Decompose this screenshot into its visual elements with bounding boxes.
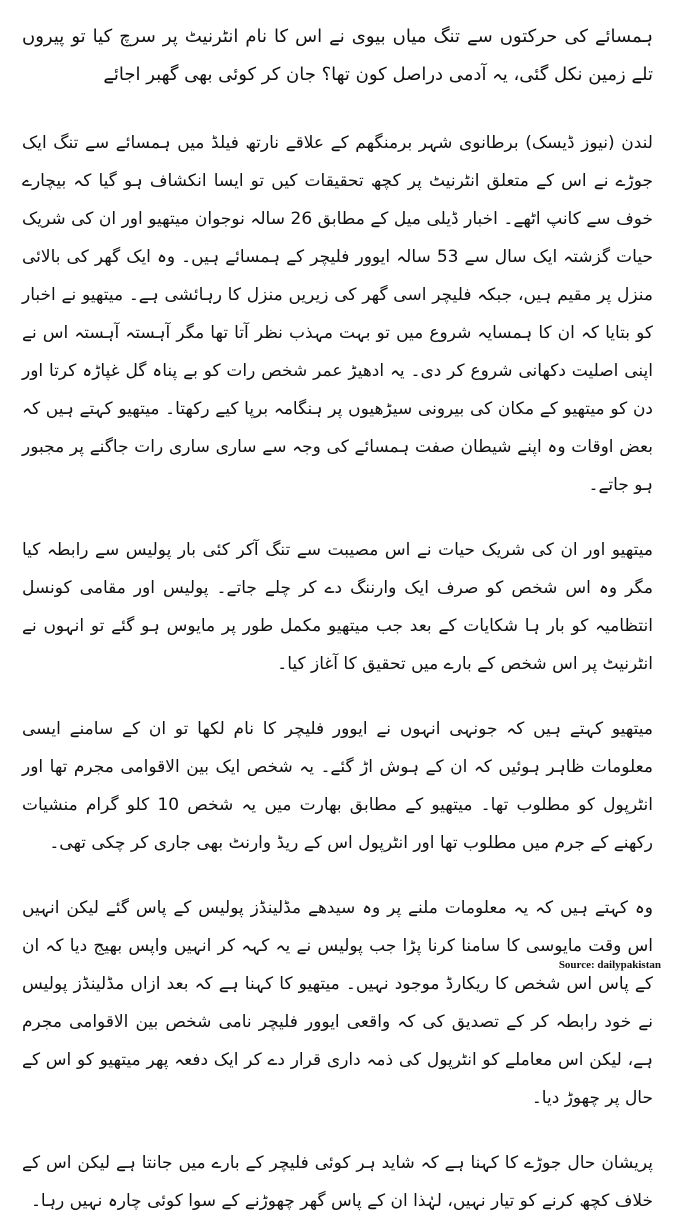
article-paragraph: میتھیو کہتے ہیں کہ جونہی انہوں نے ایوور فلیچر کا نام لکھا تو ان کے سامنے ایسی معلومات ظاہر ہوئیں کہ ان کے ہوش اڑ گئے۔ یہ شخص ایک بین الاقوامی مجرم تھا اور انٹرپول کو مطلوب تھا۔ میتھیو کے مطابق بھارت میں یہ شخص 10 کلو گرام منشیات رکھنے کے جرم میں مطلوب تھا اور انٹرپول اس کے ریڈ وارنٹ بھی جاری کر چکی تھی۔ xyxy=(22,719,653,853)
article-headline: ہمسائے کی حرکتوں سے تنگ میاں بیوی نے اس کا نام انٹرنیٹ پر سرچ کیا تو پیروں تلے زمین نکل گئی، یہ آدمی دراصل کون تھا؟ جان کر کوئی بھی گھبر اجائے xyxy=(22,26,653,85)
article-paragraph: پریشان حال جوڑے کا کہنا ہے کہ شاید ہر کوئی فلیچر کے بارے میں جانتا ہے لیکن اس کے خلاف کچھ کرنے کو تیار نہیں، لہٰذا ان کے پاس گھر چھوڑنے کے سوا کوئی چارہ نہیں رہا۔ xyxy=(22,1153,653,1211)
article-paragraph: لندن (نیوز ڈیسک) برطانوی شہر برمنگھم کے علاقے نارتھ فیلڈ میں ہمسائے سے تنگ ایک جوڑے نے اس کے متعلق انٹرنیٹ پر کچھ تحقیقات کیں تو ایسا انکشاف ہو گیا کہ بیچارے خوف سے کانپ اٹھے۔ اخبار ڈیلی میل کے مطابق 26 سالہ نوجوان میتھیو اور ان کی شریک حیات گزشتہ ایک سال سے 53 سالہ ایوور فلیچر کے ہمسائے ہیں۔ وہ ایک گھر کی بالائی منزل پر مقیم ہیں، جبکہ فلیچر اسی گھر کی زیریں منزل کا رہائشی ہے۔ میتھیو نے اخبار کو بتایا کہ ان کا ہمسایہ شروع میں تو بہت مہذب نظر آتا تھا مگر آہستہ آہستہ اس نے اپنی اصلیت دکھانی شروع کر دی۔ یہ ادھیڑ عمر شخص رات کو بے پناہ گل غپاڑہ کرتا اور دن کو میتھیو کے مکان کی بیرونی سیڑھیوں پر ہنگامہ برپا کیے رکھتا۔ میتھیو کہتے ہیں کہ بعض اوقات وہ اپنے شیطان صفت ہمسائے کی وجہ سے ساری ساری رات جاگنے پر مجبور ہو جاتے۔ xyxy=(22,133,653,495)
source-credit: Source: dailypakistan xyxy=(558,959,661,971)
article-body xyxy=(22,18,653,1220)
article-paragraph: وہ کہتے ہیں کہ یہ معلومات ملنے پر وہ سیدھے مڈلینڈز پولیس کے پاس گئے لیکن انہیں اس وقت مایوسی کا سامنا کرنا پڑا جب پولیس نے یہ کہہ کر انہیں واپس بھیج دیا کہ ان کے پاس اس شخص کا ریکارڈ موجود نہیں۔ میتھیو کا کہنا ہے کہ بعد ازاں مڈلینڈز پولیس نے خود رابطہ کر کے تصدیق کی کہ واقعی ایوور فلیچر نامی شخص بین الاقوامی مجرم ہے، لیکن اس معاملے کو انٹرپول کی ذمہ داری قرار دے کر ایک دفعہ پھر میتھیو کو اس کے حال پر چھوڑ دیا۔ xyxy=(22,898,653,1108)
article-paragraph: میتھیو اور ان کی شریک حیات نے اس مصیبت سے تنگ آکر کئی بار پولیس سے رابطہ کیا مگر وہ اس شخص کو صرف ایک وارننگ دے کر چلے جاتے۔ پولیس اور مقامی کونسل انتظامیہ کو بار ہا شکایات کے بعد جب میتھیو مکمل طور پر مایوس ہو گئے تو انہوں نے انٹرنیٹ پر اس شخص کے بارے میں تحقیق کا آغاز کیا۔ xyxy=(22,540,653,674)
